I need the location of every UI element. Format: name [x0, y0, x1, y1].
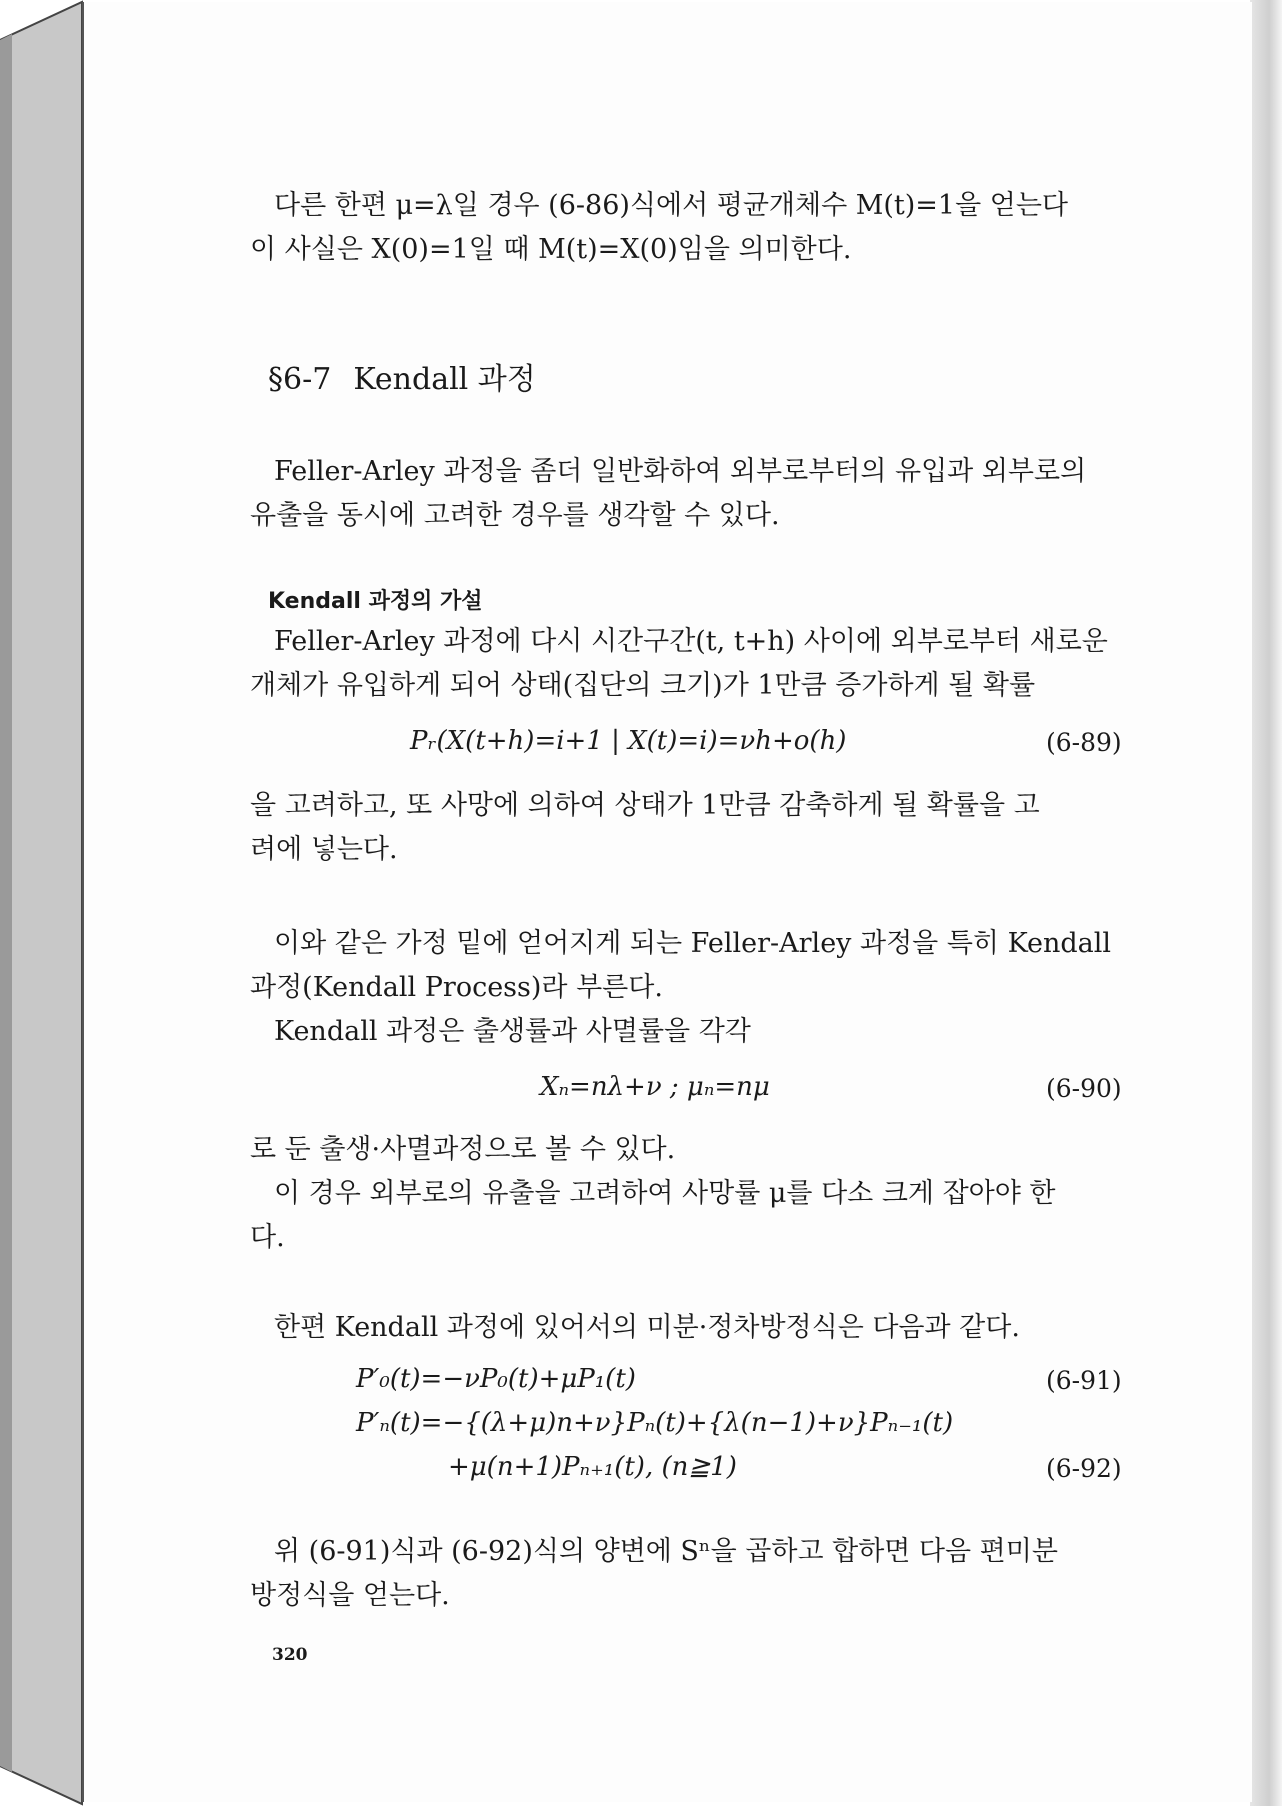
text-line: 과정(Kendall Process)라 부른다. — [250, 972, 663, 1003]
text-line: 한편 Kendall 과정에 있어서의 미분·정차방정식은 다음과 같다. — [274, 1312, 1020, 1343]
text-line: 위 (6-91)식과 (6-92)식의 양변에 Sⁿ을 곱하고 합하면 다음 편미분 — [274, 1536, 1058, 1567]
section-heading — [268, 354, 536, 398]
equation-number: (6-89) — [1046, 728, 1122, 757]
text-line: 다. — [250, 1222, 285, 1253]
paragraph-intro — [250, 450, 1155, 538]
text-line: 을 고려하고, 또 사망에 의하여 상태가 1만큼 감축하게 될 확률을 고 — [250, 790, 1040, 821]
hypothesis-title: Kendall 과정의 가설 — [268, 589, 483, 614]
paragraph-death — [250, 784, 1155, 872]
text-line: 이 경우 외부로의 유출을 고려하여 사망률 μ를 다소 크게 잡아야 한 — [274, 1178, 1056, 1209]
equation-6-89: Pᵣ(X(t+h)=i+1 | X(t)=i)=νh+o(h) — [410, 726, 847, 756]
text-line: 다른 한편 μ=λ일 경우 (6-86)식에서 평균개체수 M(t)=1을 얻는다 — [274, 190, 1069, 221]
text-line: Feller-Arley 과정을 좀더 일반화하여 외부로부터의 유입과 외부로의 — [274, 456, 1087, 487]
book-spine — [0, 0, 90, 1806]
equation-number: (6-92) — [1046, 1454, 1122, 1483]
page-edge — [1250, 0, 1282, 1806]
page-number: 320 — [272, 1645, 308, 1665]
section-title: Kendall 과정 — [353, 362, 536, 397]
equation-number: (6-91) — [1046, 1366, 1122, 1395]
equation-6-90: Xₙ=nλ+ν ; μₙ=nμ — [540, 1072, 770, 1102]
section-number: §6-7 — [268, 362, 332, 397]
text-line: Feller-Arley 과정에 다시 시간구간(t, t+h) 사이에 외부로부터 새로운 — [274, 626, 1108, 657]
text-line: 유출을 동시에 고려한 경우를 생각할 수 있다. — [250, 500, 780, 531]
equation-6-92-line1: P′ₙ(t)=−{(λ+μ)n+ν}Pₙ(t)+{λ(n−1)+ν}Pₙ₋₁(t) — [356, 1408, 954, 1438]
text-line: 방정식을 얻는다. — [250, 1580, 450, 1611]
paragraph-kendall-def — [250, 922, 1155, 1054]
equation-number: (6-90) — [1046, 1074, 1122, 1103]
paragraph-hypothesis — [250, 620, 1155, 708]
text-line: Kendall 과정은 출생률과 사멸률을 각각 — [274, 1016, 751, 1047]
equation-6-91: P′₀(t)=−νP₀(t)+μP₁(t) — [356, 1364, 636, 1394]
text-line: 개체가 유입하게 되어 상태(집단의 크기)가 1만큼 증가하게 될 확률 — [250, 670, 1036, 701]
equation-6-92-line2: +μ(n+1)Pₙ₊₁(t), (n≧1) — [448, 1452, 737, 1482]
paragraph-differential — [250, 1306, 1155, 1350]
text-line: 로 둔 출생·사멸과정으로 볼 수 있다. — [250, 1134, 676, 1165]
paragraph-mean — [250, 184, 1155, 272]
text-line: 이와 같은 가정 밑에 얻어지게 되는 Feller-Arley 과정을 특히 Kendall — [274, 928, 1112, 959]
paragraph-birth-death — [250, 1128, 1155, 1260]
text-line: 려에 넣는다. — [250, 834, 398, 865]
paragraph-pde — [250, 1530, 1155, 1618]
text-line: 이 사실은 X(0)=1일 때 M(t)=X(0)임을 의미한다. — [250, 234, 852, 265]
